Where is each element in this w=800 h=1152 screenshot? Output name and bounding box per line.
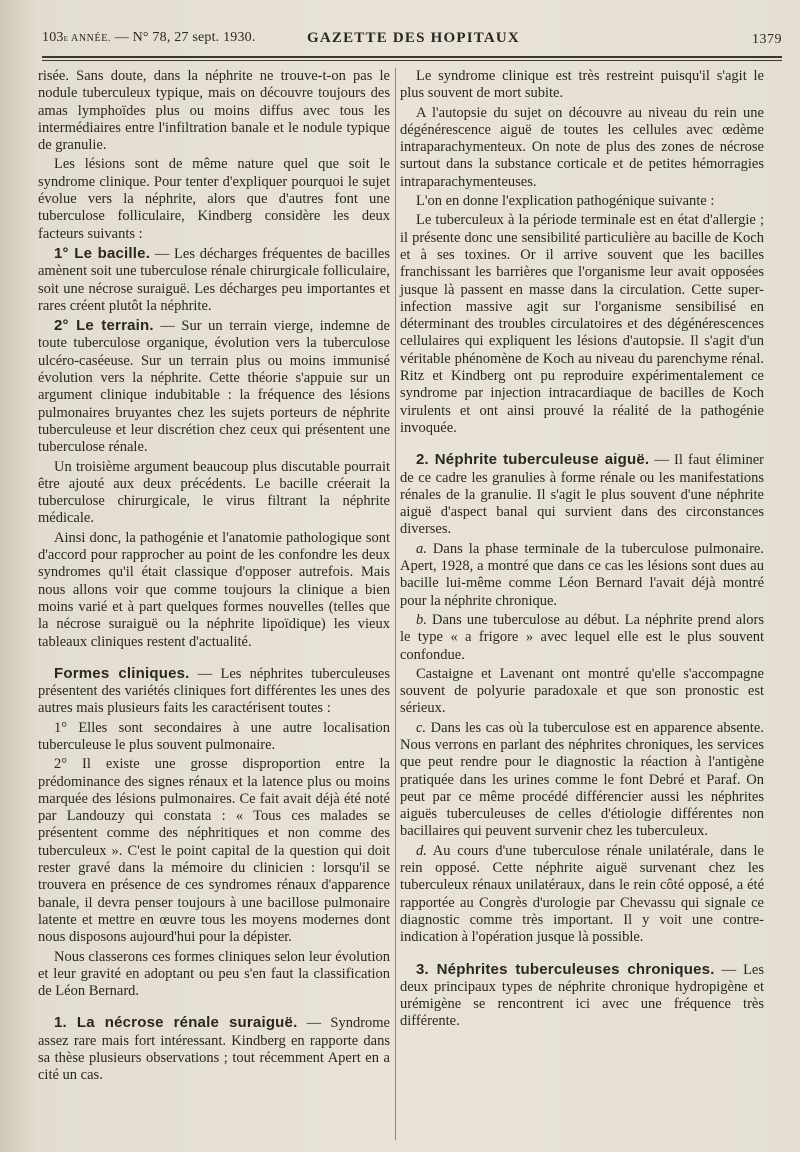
paragraph (400, 612, 764, 664)
paragraph-text: — Les deux principaux types de néphrite chronique hydropigène et urémigène se rencontrent ici avec une fréquence très différente. (400, 961, 764, 1030)
paragraph (400, 961, 764, 1031)
paragraph: Nous classerons ces formes cliniques selon leur évolution et leur gravité en adoptant ou peu s'en faut la classification de Léon Bernard. (38, 948, 390, 1000)
paragraph-text: Dans les cas où la tuberculose est en apparence absente. Nous verrons en parlant des néphrites chroniques, les services que peut rendre pour le diagnostic la réaction à l'antigène pratiquée dans les urines comme le font Debré et Paraf. On peut par ce même procédé différencier aussi les néphrites aiguës tuberculeuses de celles d'étiologie différentes non bacillaires qui peuvent survenir chez les tuberculeux. (400, 719, 764, 840)
column-divider (395, 68, 396, 1140)
list-label: c. (416, 719, 427, 736)
paragraph: 1° Elles sont secondaires à une autre localisation tuberculeuse le plus souvent pulmonaire. (38, 719, 390, 753)
header-rule-thin (42, 60, 782, 61)
section-heading: 3. Néphrites tuberculeuses chroniques. (416, 960, 715, 978)
paragraph-text: Dans une tuberculose au début. La néphrite prend alors le type « a frigore » avec lequel elle est le plus souvent confondue. (400, 611, 764, 663)
paragraph: Un troisième argument beaucoup plus discutable pourrait être ajouté aux deux précédents. Le bacille créerait la tuberculose chirurgicale, le virus filtrant la néphrite médicale. (38, 458, 390, 527)
list-label: b. (416, 611, 427, 628)
list-label: d. (416, 842, 427, 859)
paragraph (400, 451, 764, 538)
paragraph (38, 1014, 390, 1084)
paragraph: 2° Il existe une grosse disproportion entre la prédominance des signes rénaux et la latence plus ou moins marquée des lésions pulmonaires. Ce fait avait déjà été noté par Landouzy qui constata : « Tous ces malades se présentent comme des néphritiques et non comme des tuberculeux ». C'est le point capital de la question qui doit rester gravé dans la mémoire du clinicien : lorsqu'il se trouvera en présence de ces syndromes rénaux d'apparence banale, il devra penser toujours à une bacillose pulmonaire latente et mettre en œuvre tous les moyens modernes dont nous disposons aujourd'hui pour la dépister. (38, 756, 390, 946)
paragraph: risée. Sans doute, dans la néphrite ne trouve-t-on pas le nodule tuberculeux typique, mais on découvre toujours des amas lymphoïdes plus ou moins diffus avec tous les intermédiaires entre l'infiltration banale et le nodule typique de granulie. (38, 68, 390, 154)
subheading: 1° Le bacille. (54, 244, 151, 262)
issue-info (42, 30, 256, 46)
issue-year: 103 (42, 30, 64, 45)
section-heading: Formes cliniques. (54, 664, 190, 682)
section-heading: 2. Néphrite tuberculeuse aiguë. (416, 451, 650, 469)
paragraph-text: — Syndrome assez rare mais fort intéressant. Kindberg en rapporte dans sa thèse plusieurs observations ; tout récemment Apert en a cité un cas. (38, 1015, 390, 1084)
left-column (38, 68, 390, 1087)
paragraph-text: — Les décharges fréquentes de bacilles amènent soit une tuberculose rénale chirurgicale folliculaire, soit une nécrose suraiguë. Les décharges peu importantes et rares créent plutôt la néphrite. (38, 245, 391, 314)
paragraph (400, 541, 764, 610)
issue-year-suffix: e ANNÉE. (63, 33, 112, 44)
paragraph: Le tuberculeux à la période terminale est en état d'allergie ; il présente donc une sensibilité particulière au bacille de Koch et à ses toxines. Or il arrive souvent que les bacilles franchissant les barrières que l'organisme leur avait opposées jusque là passent en masse dans la circulation. Cette super-infection massive agit sur l'organisme sensibilisé en déterminant des troubles circulatoires et des dégénérescences cellulaires qui expliquent les lésions d'autopsie. Il s'agit d'un véritable phénomène de Koch au niveau du parenchyme rénal. Ritz et Kindberg ont pu reproduire expérimentalement ce syndrome par injection intracardiaque de bacilles de Koch virulents et ont ainsi prouvé la réalité de la pathogénie invoquée. (400, 212, 764, 436)
paragraph (400, 720, 764, 841)
page-header (42, 24, 782, 54)
paragraph-text: — Sur un terrain vierge, indemne de toute tuberculose organique, évolution vers la tuberculose ulcéro-caséeuse. Sur un terrain plus ou moins immunisé évolution vers la néphrite. Cette théorie s'appuie sur un argument clinique indubitable : la fréquence des lésions pulmonaires bruyantes chez les sujets porteurs de néphrite tuberculeuse et leur discrétion chez ceux qui présentent une tuberculose rénale. (38, 318, 390, 456)
paragraph-text: Dans la phase terminale de la tuberculose pulmonaire. Apert, 1928, a montré que dans ce cas les lésions sont dues au bacille lui-même comme Léon Bernard l'avait déjà montré pour la néphrite chronique. (400, 540, 764, 609)
section-heading: 1. La nécrose rénale suraiguë. (54, 1014, 298, 1032)
paragraph: A l'autopsie du sujet on découvre au niveau du rein une dégénérescence aiguë de toutes les cellules avec œdème intraparachymenteux. On note de plus des zones de nécrose surtout dans la substance corticale et de petites hémorragies intraparachymenteuses. (400, 104, 764, 190)
paragraph: Les lésions sont de même nature quel que soit le syndrome clinique. Pour tenter d'expliquer pourquoi le sujet évolue vers la néphrite, alors que d'autres font une tuberculose folliculaire, Kindberg considère les deux facteurs suivants : (38, 156, 390, 242)
paragraph (400, 843, 764, 947)
paragraph: L'on en donne l'explication pathogénique suivante : (416, 193, 715, 210)
page-number: 1379 (752, 32, 782, 47)
journal-title: GAZETTE DES HOPITAUX (307, 30, 520, 46)
subheading: 2° Le terrain. (54, 317, 154, 335)
paragraph (38, 665, 390, 718)
issue-number-date: — N° 78, 27 sept. 1930. (111, 30, 256, 45)
paragraph-text: — Il faut éliminer de ce cadre les granulies à forme rénale ou les manifestations rénales de la granulie. Il s'agit le plus souvent d'une néphrite aiguë d'aspect banal qui survient dans des circonstances diverses. (400, 452, 765, 538)
paragraph (38, 245, 390, 315)
paragraph (38, 317, 390, 456)
paragraph: Le syndrome clinique est très restreint puisqu'il s'agit le plus souvent de mort subite. (400, 68, 764, 102)
header-rule-thick (42, 56, 782, 58)
right-column (400, 68, 764, 1033)
paragraph-text: Au cours d'une tuberculose rénale unilatérale, dans le rein opposé. Cette néphrite aiguë survenant chez les tuberculeux rénaux unilatéraux, dans le rein côté opposé, a été rapportée au Congrès d'urologie par Chevassu qui signale ce diagnostic comme très important. Il y voit une contre-indication à l'opération jusque là possible. (400, 842, 764, 946)
paragraph: Ainsi donc, la pathogénie et l'anatomie pathologique sont d'accord pour rapprocher au point de les confondre les deux syndromes qu'il était classique d'opposer autrefois. Mais nous allons voir que comme toujours la clinique a bien moins varié et à part quelques formes nouvelles (telles que la nécrose suraiguë ou la néphrite lipoïdique) les vieux tableaux cliniques restent d'actualité. (38, 529, 390, 650)
list-label: a. (416, 540, 427, 557)
paragraph: Castaigne et Lavenant ont montré qu'elle s'accompagne souvent de polyurie paradoxale et que son pronostic est sérieux. (400, 665, 764, 717)
paragraph-text: — Les néphrites tuberculeuses présentent des variétés cliniques fort différentes les unes des autres mais plusieurs faits les caractérisent toutes : (38, 665, 390, 717)
